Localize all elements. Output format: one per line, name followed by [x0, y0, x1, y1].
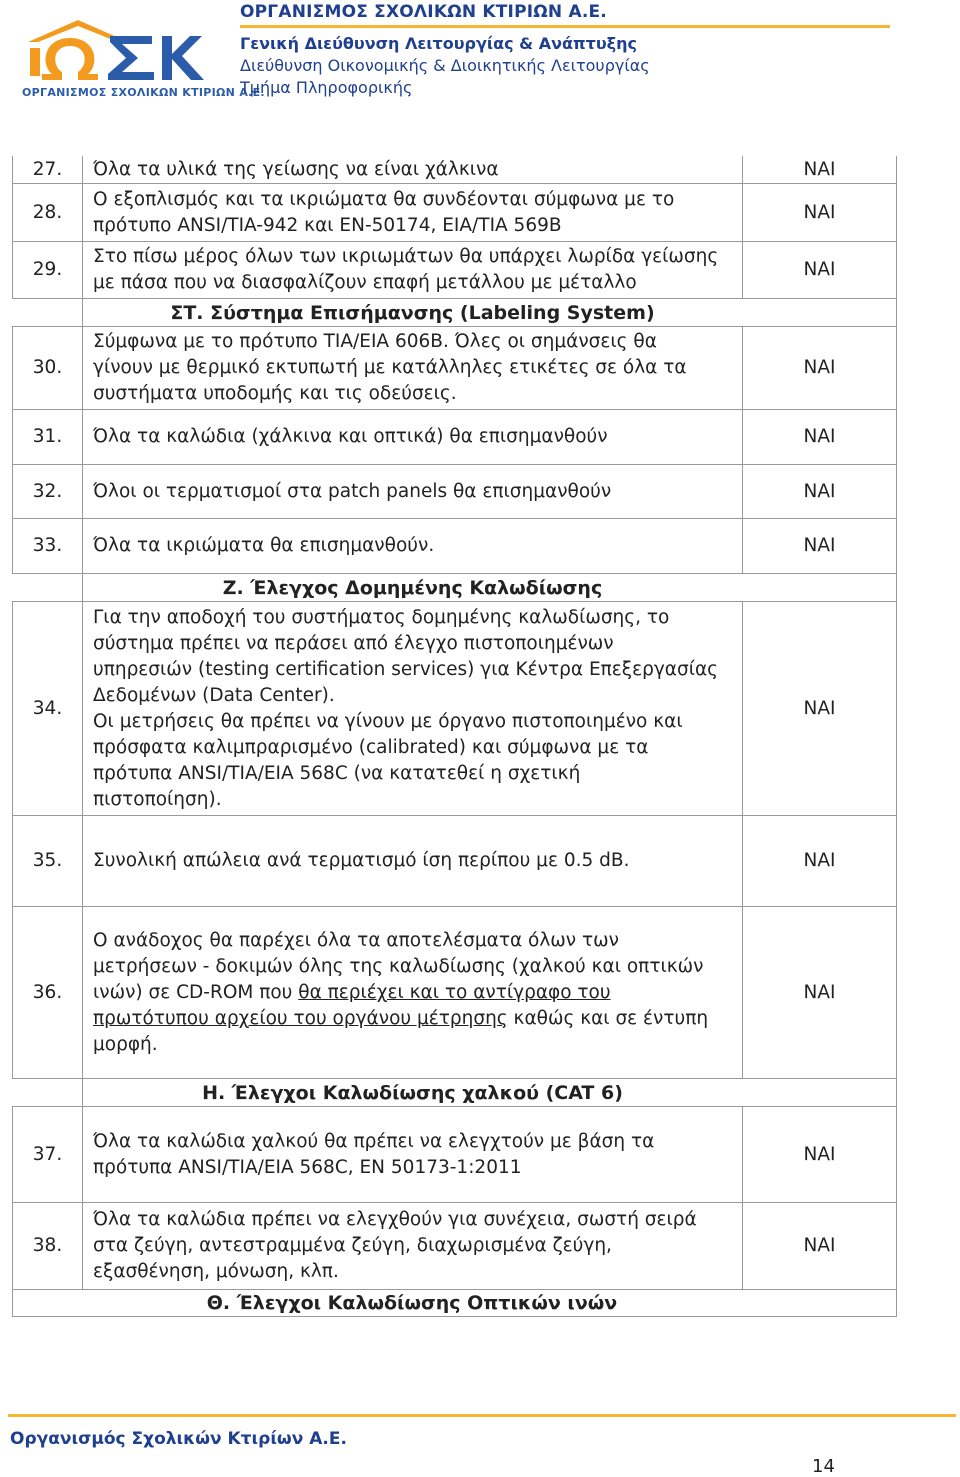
row-value: ΝΑΙ: [742, 184, 897, 241]
row-text: [82, 465, 742, 518]
section-spacer: [742, 1290, 897, 1316]
row-text-line: Όλοι οι τερματισμοί στα patch panels θα επισημανθούν: [93, 480, 612, 502]
row-value: ΝΑΙ: [742, 1107, 897, 1202]
row-number: 37.: [12, 1107, 82, 1202]
osk-logo: [22, 12, 265, 102]
section-heading-row: [12, 1289, 897, 1317]
row-text-line: πρόσφατα καλιμπραρισμένο (calibrated) και σύμφωνα με τα: [93, 736, 649, 758]
row-text: [82, 816, 742, 906]
row-number: 28.: [12, 184, 82, 241]
section-heading-row: [12, 298, 897, 326]
section-spacer: [742, 299, 897, 326]
row-text: [82, 519, 742, 573]
row-text-line: στα ζεύγη, αντεστραμμένα ζεύγη, διαχωρισμένα ζεύγη,: [93, 1235, 612, 1256]
row-text-line: Συνολική απώλεια ανά τερματισμό ίση περίπου με 0.5 dB.: [93, 850, 630, 871]
row-text-line: γίνουν με θερμικό εκτυπωτή με κατάλληλες ετικέτες σε όλα τα: [93, 357, 687, 378]
row-text-line: Όλα τα υλικά της γείωσης να είναι χάλκινα: [93, 158, 499, 180]
row-text-line: Στο πίσω μέρος όλων των ικριωμάτων θα υπάρχει λωρίδα γείωσης: [93, 246, 719, 267]
underlined-text: πρωτότυπου αρχείου του οργάνου μέτρησης: [93, 1007, 508, 1029]
section-heading-row: [12, 1078, 897, 1106]
section-heading-row: [12, 573, 897, 601]
page-number: 14: [812, 1456, 835, 1477]
table-row: [12, 518, 897, 573]
table-row: [12, 156, 897, 183]
row-text-line: Ο ανάδοχος θα παρέχει όλα τα αποτελέσματα όλων των: [93, 929, 619, 951]
section-spacer: [742, 1079, 897, 1106]
row-text-line: πρότυπα ANSI/TIA/EIA 568C (να κατατεθεί η σχετική: [93, 762, 581, 784]
row-text-line: συστήματα υποδομής και τις οδεύσεις.: [93, 383, 457, 404]
row-text-line: [93, 1006, 732, 1032]
row-text: [82, 1203, 742, 1289]
row-text: [82, 1107, 742, 1202]
row-number: 34.: [12, 602, 82, 815]
section-title: Ζ. Έλεγχος Δομημένης Καλωδίωσης: [82, 574, 742, 601]
section-title: Θ. Έλεγχοι Καλωδίωσης Οπτικών ινών: [206, 1292, 618, 1314]
row-text-line: πιστοποίηση).: [93, 788, 222, 810]
row-text-line: σύστημα πρέπει να περάσει από έλεγχο πιστοποιημένων: [93, 632, 614, 654]
row-value: ΝΑΙ: [742, 156, 897, 183]
row-number: 31.: [12, 410, 82, 464]
footer-rule: [8, 1414, 956, 1417]
row-number: 38.: [12, 1203, 82, 1289]
department: Τμήμα Πληροφορικής: [240, 78, 413, 97]
section-spacer: [12, 299, 82, 326]
section-spacer: [12, 574, 82, 601]
osk-logo-graphic: [22, 12, 227, 86]
footer-organization: Οργανισμός Σχολικών Κτιρίων Α.Ε.: [10, 1429, 347, 1449]
row-text-line: Όλα τα καλώδια πρέπει να ελεγχθούν για συνέχεια, σωστή σειρά: [93, 1209, 697, 1230]
general-directorate: Γενική Διεύθυνση Λειτουργίας & Ανάπτυξης: [240, 34, 637, 53]
row-text-line: Όλα τα καλώδια χαλκού θα πρέπει να ελεγχτούν με βάση τα: [93, 1130, 655, 1152]
row-text-line: με πάσα που να διασφαλίζουν επαφή μετάλλου με μέταλλο: [93, 272, 637, 293]
row-number: 32.: [12, 465, 82, 518]
row-text: [82, 602, 742, 815]
row-text-line: Όλα τα καλώδια (χάλκινα και οπτικά) θα επισημανθούν: [93, 426, 608, 447]
logo-caption: ΟΡΓΑΝΙΣΜΟΣ ΣΧΟΛΙΚΩΝ ΚΤΙΡΙΩΝ Α.Ε.: [22, 86, 265, 99]
table-row: [12, 241, 897, 298]
table-row: [12, 326, 897, 409]
row-text: [82, 327, 742, 409]
row-text-line: Όλα τα ικριώματα θα επισημανθούν.: [93, 535, 435, 556]
row-number: 30.: [12, 327, 82, 409]
row-text-line: Οι μετρήσεις θα πρέπει να γίνουν με όργανο πιστοποιημένο και: [93, 710, 683, 732]
row-value: ΝΑΙ: [742, 465, 897, 518]
row-value: ΝΑΙ: [742, 242, 897, 298]
row-value: ΝΑΙ: [742, 816, 897, 906]
section-spacer: [12, 1079, 82, 1106]
row-value: ΝΑΙ: [742, 602, 897, 815]
row-text-line: υπηρεσιών (testing certification services) για Κέντρα Επεξεργασίας: [93, 658, 719, 680]
row-text-line: πρότυπο ANSI/TIA-942 και EN-50174, EIA/TIA 569B: [93, 214, 562, 236]
row-text-line: Δεδομένων (Data Center).: [93, 684, 335, 706]
row-text-fragment: ινών) σε CD-ROM που: [93, 981, 299, 1003]
table-row: [12, 815, 897, 906]
row-value: ΝΑΙ: [742, 1203, 897, 1289]
row-value: ΝΑΙ: [742, 327, 897, 409]
table-row: [12, 464, 897, 518]
table-row: [12, 409, 897, 464]
directorate: Διεύθυνση Οικονομικής & Διοικητικής Λειτουργίας: [240, 56, 650, 75]
row-text: [82, 184, 742, 241]
section-spacer: [12, 1290, 82, 1316]
row-number: 36.: [12, 907, 82, 1078]
table-row: [12, 183, 897, 241]
table-row: [12, 906, 897, 1078]
row-text-line: Για την αποδοχή του συστήματος δομημένης καλωδίωσης, το: [93, 606, 670, 628]
row-text-line: Σύμφωνα με το πρότυπο TIA/EIA 606B. Όλες οι σημάνσεις θα: [93, 331, 657, 352]
header-rule: [240, 25, 890, 28]
row-text: [82, 410, 742, 464]
underlined-text: θα περιέχει και το αντίγραφο του: [298, 981, 611, 1003]
row-value: ΝΑΙ: [742, 907, 897, 1078]
section-title: ΣΤ. Σύστημα Επισήμανσης (Labeling System): [82, 299, 742, 326]
row-text-line: εξασθένηση, μόνωση, κλπ.: [93, 1261, 339, 1282]
letterhead: [240, 0, 650, 99]
row-value: ΝΑΙ: [742, 410, 897, 464]
section-spacer: [742, 574, 897, 601]
table-row: [12, 601, 897, 815]
row-text-line: μετρήσεων - δοκιμών όλης της καλωδίωσης (χαλκού και οπτικών: [93, 955, 704, 977]
row-text: [82, 242, 742, 298]
row-text-fragment: καθώς και σε έντυπη: [507, 1007, 709, 1029]
row-text: [82, 156, 742, 183]
organization-title: ΟΡΓΑΝΙΣΜΟΣ ΣΧΟΛΙΚΩΝ ΚΤΙΡΙΩΝ Α.Ε.: [240, 2, 607, 22]
row-text-line: μορφή.: [93, 1033, 158, 1055]
requirements-table: [12, 156, 897, 1317]
row-number: 29.: [12, 242, 82, 298]
row-text: [82, 907, 742, 1078]
row-number: 33.: [12, 519, 82, 573]
section-title: Η. Έλεγχοι Καλωδίωσης χαλκού (CAT 6): [82, 1079, 742, 1106]
row-text-line: Ο εξοπλισμός και τα ικριώματα θα συνδέονται σύμφωνα με το: [93, 188, 675, 210]
row-text-line: [93, 980, 732, 1006]
table-row: [12, 1202, 897, 1289]
row-text-line: πρότυπα ANSI/TIA/EIA 568C, EN 50173-1:2011: [93, 1156, 522, 1178]
row-number: 35.: [12, 816, 82, 906]
row-value: ΝΑΙ: [742, 519, 897, 573]
row-number: 27.: [12, 156, 82, 183]
table-row: [12, 1106, 897, 1202]
